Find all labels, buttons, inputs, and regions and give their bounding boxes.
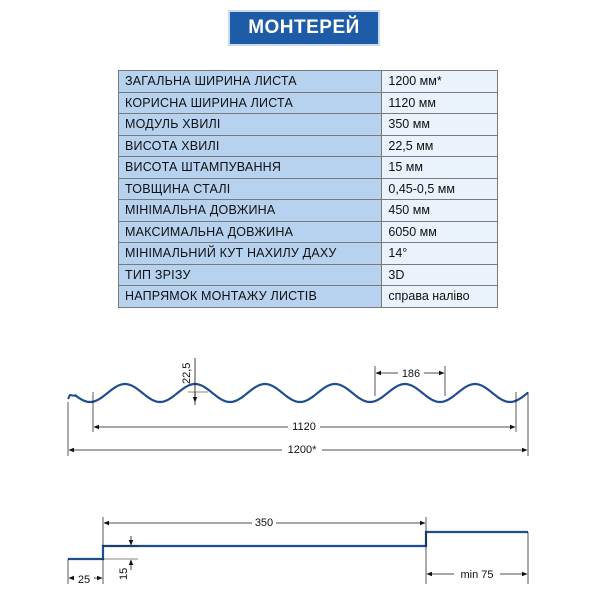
spec-value: 450 мм: [382, 200, 498, 222]
spec-value: 0,45-0,5 мм: [382, 178, 498, 200]
spec-value: 6050 мм: [382, 221, 498, 243]
wave-height-label: 22,5: [181, 362, 193, 384]
step-profile-drawing: [68, 514, 528, 586]
spec-value: 3D: [382, 264, 498, 286]
spec-label: ВИСОТА ХВИЛІ: [119, 135, 382, 157]
product-title: МОНТЕРЕЙ: [248, 17, 360, 38]
spec-label: МОДУЛЬ ХВИЛІ: [119, 114, 382, 136]
spec-label: МАКСИМАЛЬНА ДОВЖИНА: [119, 221, 382, 243]
module-label: 350: [254, 517, 274, 529]
pitch-label: 186: [401, 368, 421, 380]
spec-value: 1200 мм*: [382, 71, 498, 93]
wave-profile-line: [76, 384, 528, 402]
wave-left-lip: [68, 395, 76, 399]
spec-value: 15 мм: [382, 157, 498, 179]
useful-width-label: 1120: [292, 421, 316, 433]
spec-label: ВИСОТА ШТАМПУВАННЯ: [119, 157, 382, 179]
spec-value: 14°: [382, 243, 498, 265]
step-height-label: 15: [118, 567, 130, 580]
spec-label: ТОВЩИНА СТАЛІ: [119, 178, 382, 200]
min-end-label: min 75: [460, 569, 494, 581]
step-profile-line: [68, 532, 528, 559]
spec-label: КОРИСНА ШИРИНА ЛИСТА: [119, 92, 382, 114]
spec-label: НАПРЯМОК МОНТАЖУ ЛИСТІВ: [119, 286, 382, 308]
spec-value: 350 мм: [382, 114, 498, 136]
spec-value: справа наліво: [382, 286, 498, 308]
offset-label: 25: [77, 574, 91, 586]
spec-value: 22,5 мм: [382, 135, 498, 157]
wave-profile-drawing: [68, 358, 528, 456]
spec-label: МІНІМАЛЬНА ДОВЖИНА: [119, 200, 382, 222]
spec-label: МІНІМАЛЬНИЙ КУТ НАХИЛУ ДАХУ: [119, 243, 382, 265]
spec-value: 1120 мм: [382, 92, 498, 114]
spec-label: ЗАГАЛЬНА ШИРИНА ЛИСТА: [119, 71, 382, 93]
spec-label: ТИП ЗРІЗУ: [119, 264, 382, 286]
total-width-label: 1200*: [287, 444, 317, 456]
